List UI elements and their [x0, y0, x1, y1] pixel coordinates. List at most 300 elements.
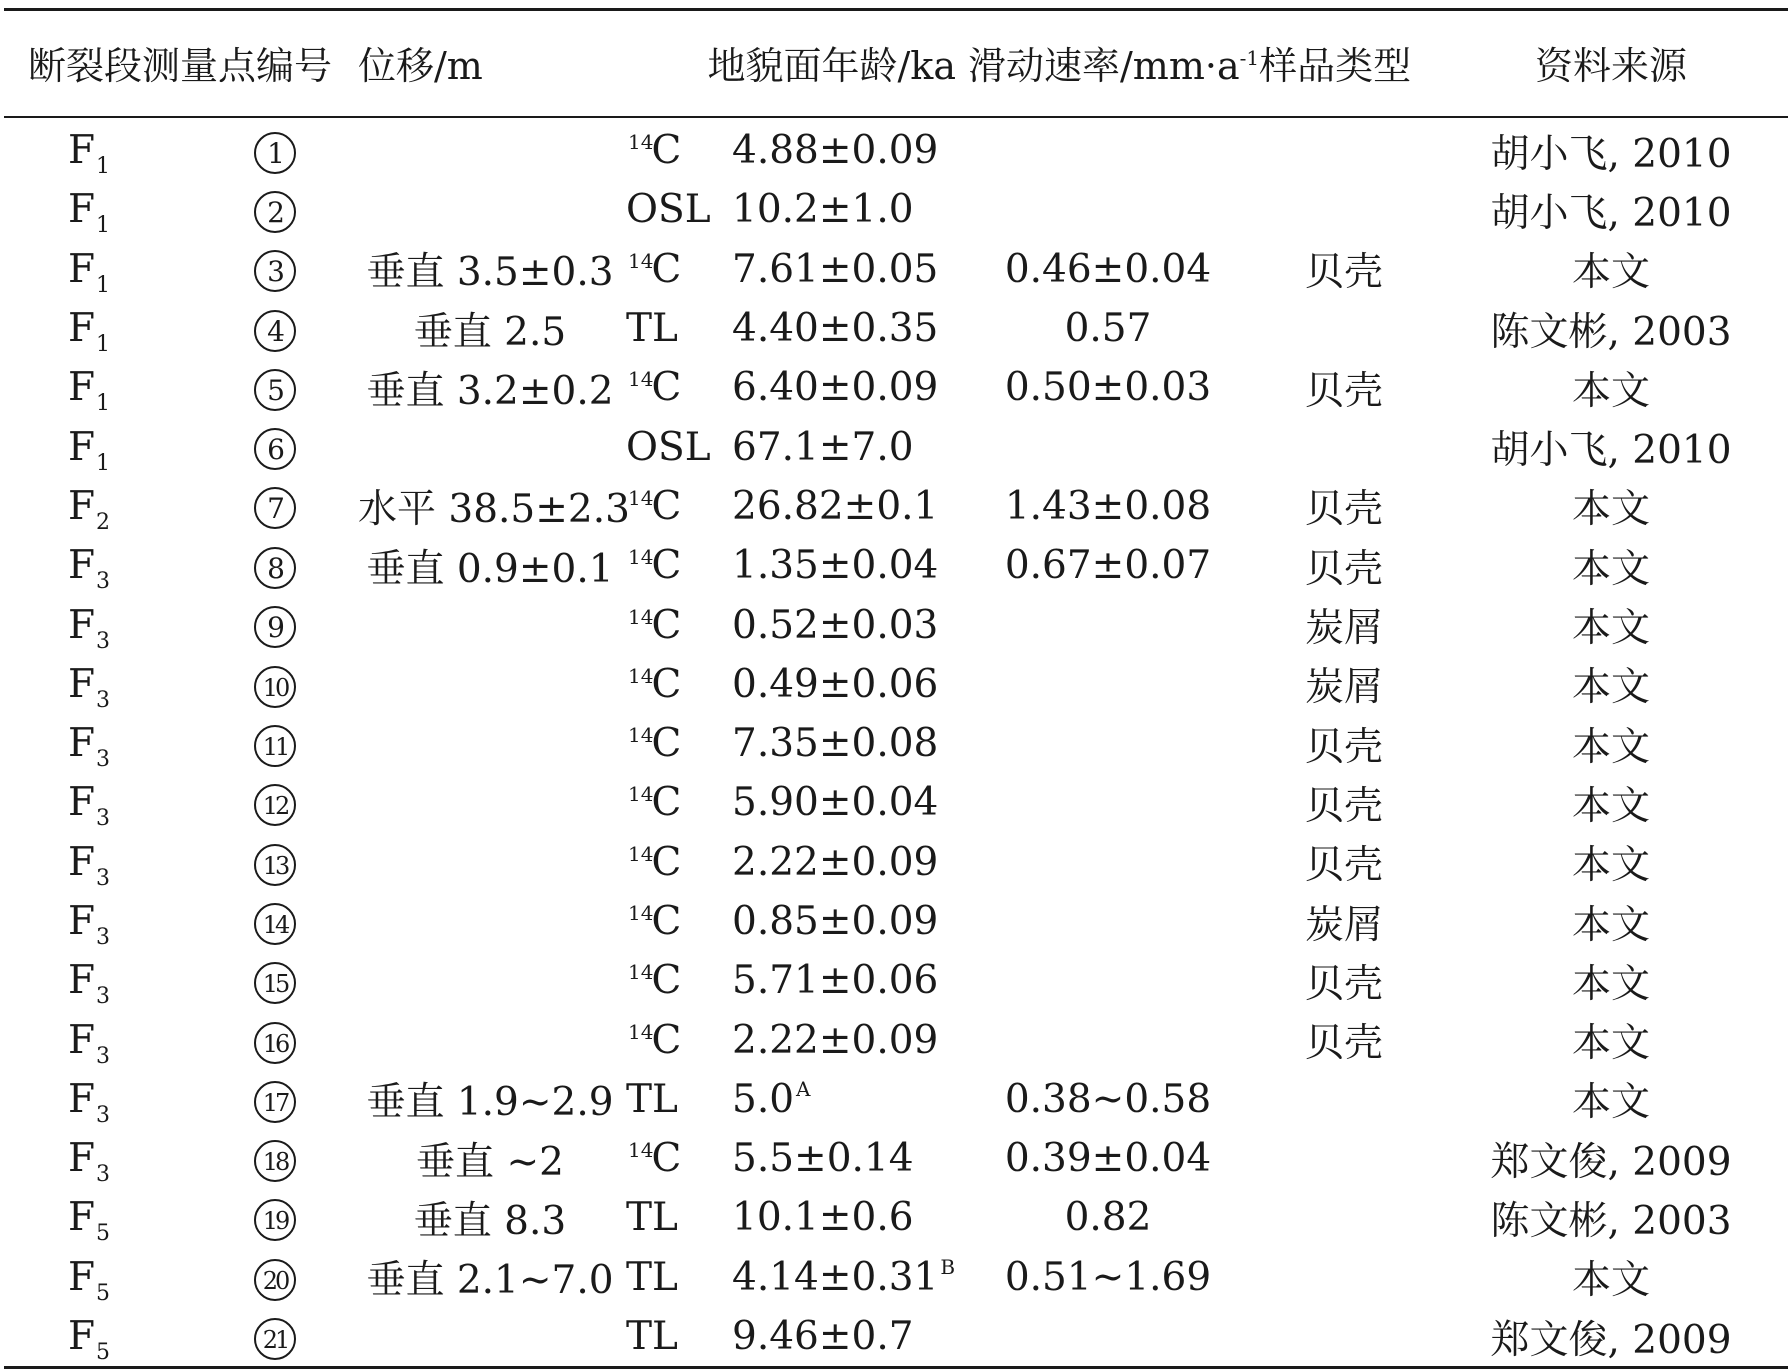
age-value: 10.2±1.0 — [732, 187, 914, 233]
cell-age — [724, 299, 962, 358]
cell-displacement: 垂直 2.1~7.0 — [366, 1258, 614, 1304]
point-number-circle: 17 — [254, 1081, 296, 1123]
cell-segment — [4, 833, 194, 892]
cell-sample: 炭屑 — [1305, 606, 1384, 652]
cell-rate: 0.46±0.04 — [1004, 246, 1212, 292]
table-row — [4, 477, 1788, 536]
cell-segment — [4, 1070, 194, 1129]
table-row — [4, 1010, 1788, 1069]
segment-subscript: 1 — [96, 332, 111, 358]
cell-point — [194, 1188, 358, 1247]
age-value: 5.0 — [732, 1076, 795, 1122]
header-rate-unit-sup: -1 — [1239, 45, 1260, 70]
method-superscript: 14 — [628, 723, 654, 748]
cell-rate: 0.38~0.58 — [1004, 1076, 1212, 1122]
cell-segment — [4, 1010, 194, 1069]
table-row — [4, 121, 1788, 180]
cell-source: 本文 — [1572, 843, 1651, 889]
cell-age — [724, 180, 962, 239]
age-value: 4.40±0.35 — [732, 306, 939, 352]
cell-point — [194, 1129, 358, 1188]
cell-point — [194, 595, 358, 654]
segment-subscript: 5 — [96, 1221, 111, 1247]
segment-subscript: 3 — [96, 984, 111, 1010]
cell-segment — [4, 240, 194, 299]
cell-method — [622, 477, 724, 536]
cell-displacement — [358, 773, 622, 832]
segment-subscript: 1 — [96, 450, 111, 476]
segment-letter: F — [67, 839, 96, 885]
point-number-circle: 15 — [254, 962, 296, 1004]
cell-rate: 0.67±0.07 — [1004, 543, 1212, 589]
age-value: 7.61±0.05 — [732, 246, 939, 292]
method-superscript: 14 — [628, 248, 654, 273]
cell-sample — [1254, 1248, 1434, 1307]
cell-age — [724, 1129, 962, 1188]
cell-rate: 0.82 — [1064, 1195, 1152, 1241]
cell-point — [194, 714, 358, 773]
cell-method — [622, 121, 724, 180]
cell-age — [724, 595, 962, 654]
cell-point — [194, 1248, 358, 1307]
cell-age — [724, 773, 962, 832]
table-row — [4, 536, 1788, 595]
point-number-circle: 13 — [254, 844, 296, 886]
segment-letter: F — [67, 958, 96, 1004]
cell-method — [622, 833, 724, 892]
table-row — [4, 1248, 1788, 1307]
cell-age — [724, 1010, 962, 1069]
cell-displacement: 垂直 1.9~2.9 — [366, 1080, 614, 1126]
header-age — [622, 11, 962, 113]
cell-source: 本文 — [1572, 783, 1651, 829]
cell-displacement: 垂直 8.3 — [413, 1198, 567, 1244]
age-value: 67.1±7.0 — [732, 424, 914, 470]
method-label: TL — [626, 1254, 678, 1300]
age-value: 2.22±0.09 — [732, 839, 939, 885]
cell-age — [724, 655, 962, 714]
cell-segment — [4, 121, 194, 180]
table-row — [4, 655, 1788, 714]
cell-point — [194, 655, 358, 714]
segment-letter: F — [67, 128, 96, 174]
cell-rate: 0.57 — [1064, 306, 1152, 352]
age-value: 0.49±0.06 — [732, 661, 939, 707]
table-row — [4, 1307, 1788, 1366]
cell-source: 本文 — [1572, 902, 1651, 948]
point-number-circle: 14 — [254, 903, 296, 945]
header-displacement: 位移/m — [358, 43, 483, 88]
method-superscript: 14 — [628, 1138, 654, 1163]
point-number-circle: 7 — [254, 487, 296, 529]
cell-age — [724, 1188, 962, 1247]
cell-source: 胡小飞, 2010 — [1490, 190, 1732, 236]
cell-displacement — [358, 714, 622, 773]
cell-segment — [4, 1188, 194, 1247]
cell-displacement — [358, 121, 622, 180]
table-body — [4, 113, 1788, 1366]
cell-segment — [4, 773, 194, 832]
point-number-circle: 3 — [254, 250, 296, 292]
cell-method — [622, 655, 724, 714]
point-number-circle: 18 — [254, 1140, 296, 1182]
cell-displacement: 垂直 ~2 — [416, 1139, 564, 1185]
cell-source: 胡小飞, 2010 — [1490, 131, 1732, 177]
cell-source: 本文 — [1572, 487, 1651, 533]
data-table-container — [4, 8, 1788, 1369]
header-separator-cell — [4, 113, 1788, 121]
cell-rate — [962, 714, 1254, 773]
age-value: 4.88±0.09 — [732, 128, 939, 174]
cell-sample: 炭屑 — [1305, 665, 1384, 711]
cell-source: 胡小飞, 2010 — [1490, 428, 1732, 474]
method-label: C — [651, 128, 682, 174]
table-row — [4, 892, 1788, 951]
cell-source: 本文 — [1572, 961, 1651, 1007]
table-row — [4, 833, 1788, 892]
cell-source: 本文 — [1572, 665, 1651, 711]
header-separator-row — [4, 113, 1788, 121]
cell-method — [622, 1129, 724, 1188]
cell-sample: 贝壳 — [1305, 724, 1384, 770]
point-number-circle: 2 — [254, 191, 296, 233]
method-label: C — [651, 246, 682, 292]
method-label: C — [651, 780, 682, 826]
header-rate: 滑动速率/mm·a — [968, 43, 1240, 88]
method-label: C — [651, 602, 682, 648]
age-value: 1.35±0.04 — [732, 543, 939, 589]
cell-source: 陈文彬, 2003 — [1490, 309, 1732, 355]
cell-segment — [4, 1307, 194, 1366]
cell-age — [724, 833, 962, 892]
segment-letter: F — [67, 1136, 96, 1182]
table-row — [4, 951, 1788, 1010]
method-label: C — [651, 839, 682, 885]
cell-point — [194, 833, 358, 892]
point-number-circle: 1 — [254, 132, 296, 174]
method-superscript: 14 — [628, 367, 654, 392]
header-age-label: 地貌面年龄/ka — [707, 43, 956, 88]
cell-method — [622, 1188, 724, 1247]
cell-sample: 炭屑 — [1305, 902, 1384, 948]
age-value: 10.1±0.6 — [732, 1195, 914, 1241]
segment-letter: F — [67, 602, 96, 648]
cell-displacement: 垂直 3.2±0.2 — [366, 368, 614, 414]
cell-displacement — [358, 833, 622, 892]
table-row — [4, 1129, 1788, 1188]
header-sample: 样品类型 — [1259, 43, 1412, 88]
cell-rate: 0.39±0.04 — [1004, 1136, 1212, 1182]
cell-segment — [4, 892, 194, 951]
cell-segment — [4, 951, 194, 1010]
method-superscript: 14 — [628, 545, 654, 570]
segment-subscript: 2 — [96, 509, 111, 535]
cell-rate: 1.43±0.08 — [1004, 483, 1212, 529]
cell-rate — [962, 417, 1254, 476]
segment-letter: F — [67, 899, 96, 944]
table-row — [4, 180, 1788, 239]
point-number-circle: 12 — [254, 784, 296, 826]
cell-sample: 贝壳 — [1305, 961, 1384, 1007]
cell-displacement — [358, 417, 622, 476]
method-label: C — [651, 958, 682, 1004]
age-value: 2.22±0.09 — [732, 1017, 939, 1063]
cell-displacement — [358, 655, 622, 714]
segment-subscript: 3 — [96, 569, 111, 595]
segment-subscript: 1 — [96, 391, 111, 417]
cell-source: 本文 — [1572, 724, 1651, 770]
cell-point — [194, 299, 358, 358]
cell-point — [194, 477, 358, 536]
table-row — [4, 240, 1788, 299]
cell-sample: 贝壳 — [1305, 368, 1384, 414]
method-superscript: 14 — [628, 604, 654, 629]
method-label: OSL — [626, 424, 711, 470]
method-superscript: 14 — [628, 960, 654, 985]
age-value: 4.14±0.31 — [732, 1254, 939, 1300]
cell-displacement — [358, 1307, 622, 1366]
cell-source: 本文 — [1572, 1258, 1651, 1304]
cell-age — [724, 1307, 962, 1366]
segment-letter: F — [67, 780, 96, 826]
cell-displacement — [358, 951, 622, 1010]
segment-subscript: 3 — [96, 1162, 111, 1188]
cell-age — [724, 1070, 962, 1129]
cell-source: 本文 — [1572, 250, 1651, 296]
cell-rate: 0.50±0.03 — [1004, 365, 1212, 411]
cell-displacement — [358, 595, 622, 654]
point-number-circle: 9 — [254, 606, 296, 648]
segment-subscript: 3 — [96, 747, 111, 773]
cell-rate — [962, 892, 1254, 951]
cell-age — [724, 358, 962, 417]
segment-letter: F — [67, 721, 96, 767]
cell-method — [622, 1010, 724, 1069]
method-label: TL — [626, 1314, 678, 1360]
cell-point — [194, 1307, 358, 1366]
segment-letter: F — [67, 365, 96, 411]
segment-subscript: 5 — [96, 1340, 111, 1366]
segment-letter: F — [67, 1254, 96, 1300]
cell-source: 本文 — [1572, 368, 1651, 414]
cell-displacement — [358, 1010, 622, 1069]
cell-source: 本文 — [1572, 546, 1651, 592]
cell-source: 郑文俊, 2009 — [1490, 1139, 1732, 1185]
cell-point — [194, 240, 358, 299]
method-label: C — [651, 543, 682, 589]
method-superscript: 14 — [628, 663, 654, 688]
age-value: 6.40±0.09 — [732, 365, 939, 411]
table-header — [4, 11, 1788, 113]
cell-method — [622, 536, 724, 595]
cell-method — [622, 1248, 724, 1307]
point-number-circle: 16 — [254, 1022, 296, 1064]
method-label: TL — [626, 1195, 678, 1241]
cell-age — [724, 417, 962, 476]
cell-rate: 0.51~1.69 — [1004, 1254, 1212, 1300]
point-number-circle: 5 — [254, 369, 296, 411]
method-superscript: 14 — [628, 901, 654, 925]
cell-displacement: 垂直 3.5±0.3 — [366, 250, 614, 296]
point-number-circle: 4 — [254, 310, 296, 352]
age-value: 26.82±0.1 — [732, 483, 939, 529]
method-label: TL — [626, 306, 678, 352]
cell-age — [724, 121, 962, 180]
cell-source: 本文 — [1572, 1080, 1651, 1126]
method-label: C — [651, 1017, 682, 1063]
segment-subscript: 3 — [96, 806, 111, 832]
cell-point — [194, 892, 358, 951]
cell-age — [724, 951, 962, 1010]
cell-segment — [4, 180, 194, 239]
cell-method — [622, 299, 724, 358]
cell-displacement: 垂直 2.5 — [413, 309, 567, 355]
segment-letter: F — [67, 543, 96, 589]
cell-method — [622, 1307, 724, 1366]
cell-rate — [962, 773, 1254, 832]
fault-slip-rate-table — [4, 11, 1788, 1366]
cell-method — [622, 595, 724, 654]
cell-rate — [962, 833, 1254, 892]
cell-age — [724, 892, 962, 951]
point-number-circle: 8 — [254, 547, 296, 589]
cell-sample: 贝壳 — [1305, 783, 1384, 829]
cell-age — [724, 536, 962, 595]
cell-segment — [4, 595, 194, 654]
cell-method — [622, 417, 724, 476]
segment-letter: F — [67, 661, 96, 707]
method-label: C — [651, 661, 682, 707]
method-label: C — [651, 483, 682, 529]
method-label: C — [651, 899, 682, 944]
method-superscript: 14 — [628, 130, 654, 155]
table-row — [4, 358, 1788, 417]
cell-point — [194, 180, 358, 239]
cell-age — [724, 1248, 962, 1307]
cell-point — [194, 536, 358, 595]
method-label: TL — [626, 1076, 678, 1122]
cell-sample — [1254, 1070, 1434, 1129]
point-number-circle: 21 — [254, 1318, 296, 1360]
table-row — [4, 595, 1788, 654]
table-row — [4, 773, 1788, 832]
table-row — [4, 1070, 1788, 1129]
cell-rate — [962, 1010, 1254, 1069]
segment-subscript: 1 — [96, 272, 111, 298]
age-value: 5.90±0.04 — [732, 780, 939, 826]
segment-subscript: 3 — [96, 1043, 111, 1069]
method-label: OSL — [626, 187, 711, 233]
segment-subscript: 3 — [96, 865, 111, 891]
cell-source: 本文 — [1572, 1021, 1651, 1067]
cell-sample: 贝壳 — [1305, 546, 1384, 592]
cell-segment — [4, 417, 194, 476]
method-superscript: 14 — [628, 841, 654, 866]
cell-age — [724, 477, 962, 536]
segment-subscript: 3 — [96, 628, 111, 654]
age-value: 0.52±0.03 — [732, 602, 939, 648]
age-value: 5.71±0.06 — [732, 958, 939, 1004]
point-number-circle: 19 — [254, 1199, 296, 1241]
cell-segment — [4, 655, 194, 714]
cell-method — [622, 714, 724, 773]
header-point: 测量点编号 — [142, 43, 333, 88]
method-label: C — [651, 1136, 682, 1182]
segment-letter: F — [67, 1017, 96, 1063]
cell-point — [194, 951, 358, 1010]
age-note-superscript: B — [940, 1254, 956, 1279]
cell-age — [724, 714, 962, 773]
header-source: 资料来源 — [1535, 43, 1688, 88]
point-number-circle: 10 — [254, 666, 296, 708]
cell-point — [194, 773, 358, 832]
age-value: 5.5±0.14 — [732, 1136, 914, 1182]
method-label: C — [651, 365, 682, 411]
method-superscript: 14 — [628, 485, 654, 510]
cell-segment — [4, 299, 194, 358]
cell-segment — [4, 1129, 194, 1188]
cell-displacement: 水平 38.5±2.3 — [358, 487, 630, 533]
point-number-circle: 20 — [254, 1259, 296, 1301]
cell-method — [622, 358, 724, 417]
segment-subscript: 3 — [96, 687, 111, 713]
segment-letter: F — [67, 483, 96, 529]
segment-letter: F — [67, 246, 96, 292]
cell-point — [194, 417, 358, 476]
method-label: C — [651, 721, 682, 767]
cell-segment — [4, 1248, 194, 1307]
cell-source: 郑文俊, 2009 — [1490, 1317, 1732, 1363]
segment-letter: F — [67, 1076, 96, 1122]
cell-method — [622, 240, 724, 299]
method-superscript: 14 — [628, 1019, 654, 1044]
cell-point — [194, 121, 358, 180]
age-value: 7.35±0.08 — [732, 721, 939, 767]
cell-rate — [962, 595, 1254, 654]
cell-sample: 贝壳 — [1305, 487, 1384, 533]
segment-subscript: 3 — [96, 925, 111, 950]
age-note-superscript: A — [796, 1076, 811, 1101]
cell-displacement: 垂直 0.9±0.1 — [366, 546, 614, 592]
table-row — [4, 714, 1788, 773]
cell-sample — [1254, 1188, 1434, 1247]
cell-sample — [1254, 299, 1434, 358]
header-segment: 断裂段 — [28, 43, 143, 88]
table-header-rule — [4, 116, 1788, 118]
segment-letter: F — [67, 306, 96, 352]
table-row — [4, 299, 1788, 358]
cell-rate — [962, 655, 1254, 714]
cell-sample — [1254, 1129, 1434, 1188]
cell-segment — [4, 714, 194, 773]
age-value: 9.46±0.7 — [732, 1314, 914, 1360]
cell-rate — [962, 1307, 1254, 1366]
cell-sample — [1254, 1307, 1434, 1366]
cell-sample — [1254, 121, 1434, 180]
cell-sample — [1254, 180, 1434, 239]
cell-rate — [962, 951, 1254, 1010]
cell-method — [622, 892, 724, 951]
cell-point — [194, 1070, 358, 1129]
segment-letter: F — [67, 424, 96, 470]
header-segment-point — [4, 11, 358, 113]
cell-age — [724, 240, 962, 299]
cell-method — [622, 180, 724, 239]
table-row — [4, 417, 1788, 476]
segment-letter: F — [67, 187, 96, 233]
cell-source: 陈文彬, 2003 — [1490, 1198, 1732, 1244]
segment-subscript: 3 — [96, 1102, 111, 1128]
